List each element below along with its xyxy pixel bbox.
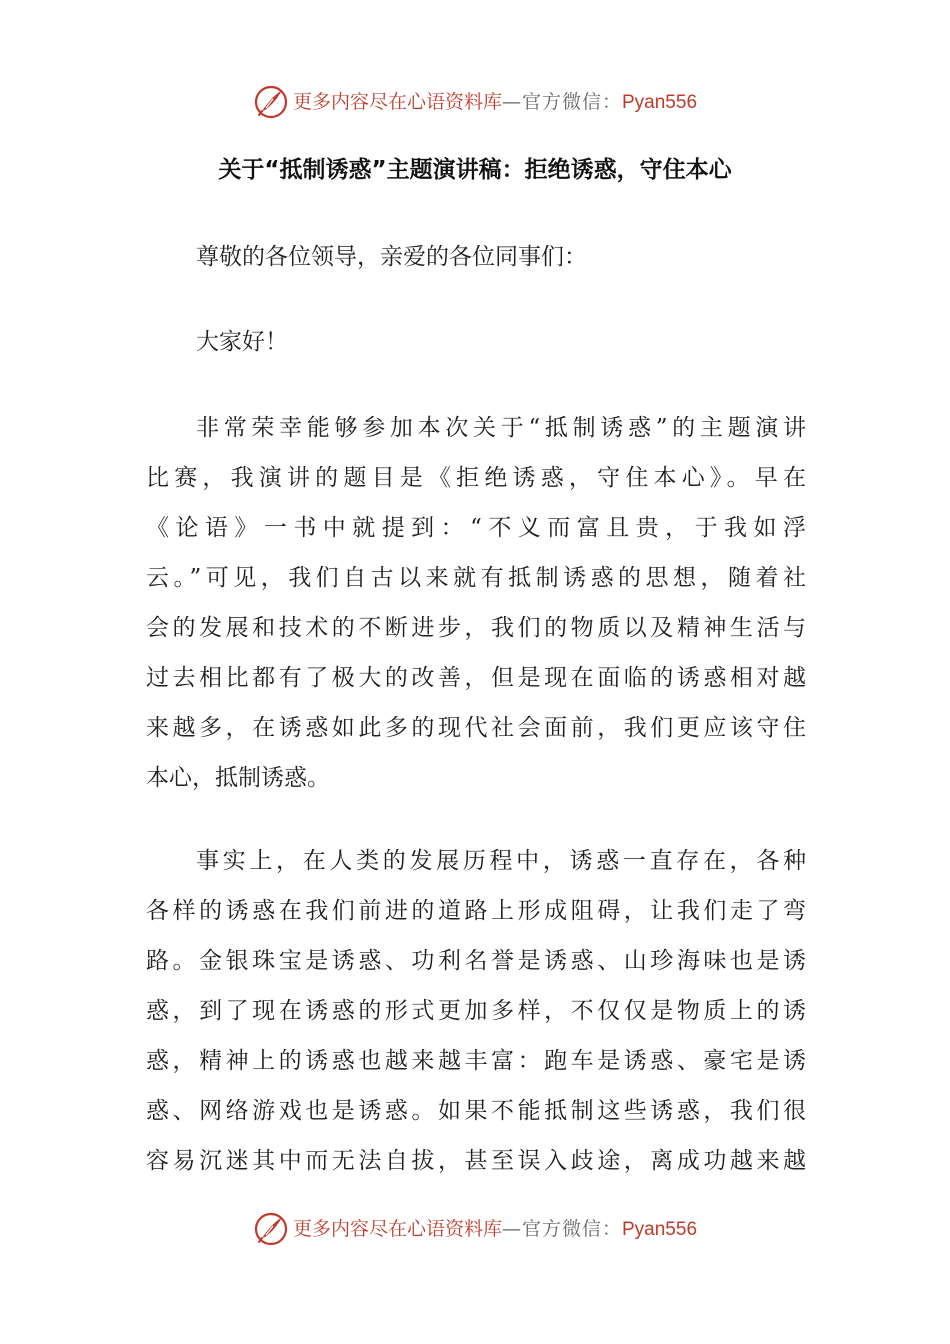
paragraph-line: 惑，精神上的诱惑也越来越丰富：跑车是诱惑、豪宅是诱: [146, 1048, 806, 1074]
banner-wechat-id: Pyan556: [622, 91, 698, 113]
banner-wechat-label: 官方微信：: [521, 90, 622, 113]
quill-logo-icon: [253, 84, 289, 120]
footer-banner: [0, 1209, 950, 1249]
banner-text: [293, 82, 697, 123]
greeting: 大家好！: [196, 329, 288, 355]
quill-logo-icon: [253, 1211, 289, 1247]
banner-text: [293, 1209, 697, 1250]
paragraph-line: 路。金银珠宝是诱惑、功利名誉是诱惑、山珍海味也是诱: [146, 948, 806, 974]
paragraph-line: 非常荣幸能够参加本次关于“抵制诱惑”的主题演讲: [196, 415, 806, 441]
paragraph-line: 来越多，在诱惑如此多的现代社会面前，我们更应该守住: [146, 715, 806, 741]
paragraph-line: 惑、网络游戏也是诱惑。如果不能抵制这些诱惑，我们很: [146, 1098, 806, 1124]
paragraph-line: 惑，到了现在诱惑的形式更加多样，不仅仅是物质上的诱: [146, 998, 806, 1024]
banner-dash: —: [501, 90, 522, 113]
banner-wechat-label: 官方微信：: [521, 1217, 622, 1240]
paragraph-line: 会的发展和技术的不断进步，我们的物质以及精神生活与: [146, 615, 806, 641]
document-title: 关于“抵制诱惑”主题演讲稿：拒绝诱惑，守住本心: [218, 157, 732, 183]
paragraph-line: 《论语》一书中就提到：“不义而富且贵，于我如浮: [146, 515, 806, 541]
paragraph-line: 比赛，我演讲的题目是《拒绝诱惑，守住本心》。早在: [146, 465, 806, 491]
paragraph-line: 过去相比都有了极大的改善，但是现在面临的诱惑相对越: [146, 665, 806, 691]
paragraph-line: 各样的诱惑在我们前进的道路上形成阻碍，让我们走了弯: [146, 898, 806, 924]
banner-wechat-id: Pyan556: [622, 1218, 698, 1240]
header-banner: [0, 82, 950, 122]
paragraph-2: [146, 836, 806, 1186]
paragraph-line: 本心，抵制诱惑。: [146, 765, 330, 791]
paragraph-1: [146, 403, 806, 803]
paragraph-line: 容易沉迷其中而无法自拔，甚至误入歧途，离成功越来越: [146, 1148, 806, 1174]
banner-library-text: 更多内容尽在心语资料库: [292, 90, 502, 113]
paragraph-line: 云。”可见，我们自古以来就有抵制诱惑的思想，随着社: [146, 565, 806, 591]
salutation: 尊敬的各位领导，亲爱的各位同事们：: [196, 244, 587, 270]
paragraph-line: 事实上，在人类的发展历程中，诱惑一直存在，各种: [196, 848, 806, 874]
banner-library-text: 更多内容尽在心语资料库: [292, 1217, 502, 1240]
banner-dash: —: [501, 1217, 522, 1240]
